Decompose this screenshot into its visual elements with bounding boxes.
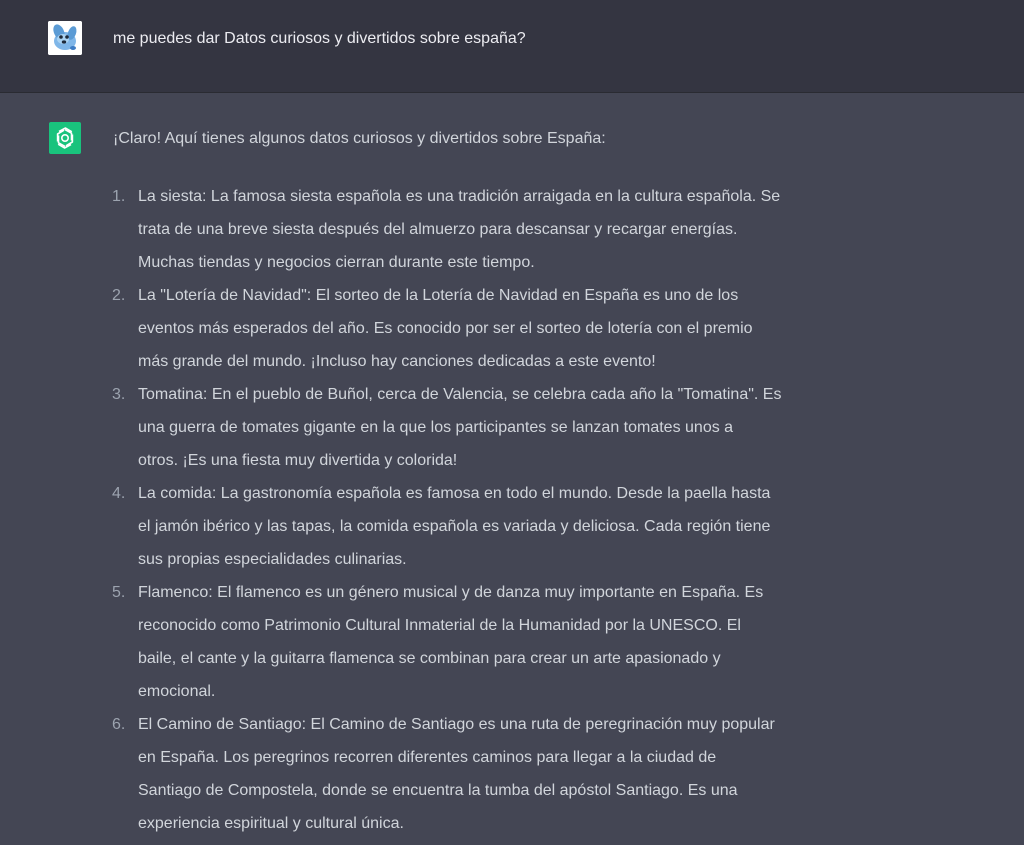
list-item-number: 5. [112,584,126,601]
list-item-text: sus propias especialidades culinarias. [138,551,407,568]
list-item [112,279,902,378]
list-item-text: una guerra de tomates gigante en la que los participantes se lanzan tomates unos a [138,419,734,436]
assistant-intro-text: ¡Claro! Aquí tienes algunos datos curiosos y divertidos sobre España: [113,130,606,147]
list-item-text: La comida: La gastronomía española es famosa en todo el mundo. Desde la paella hasta [138,485,771,502]
list-item-text: Flamenco: El flamenco es un género musical y de danza muy importante en España. Es [138,584,764,601]
list-item-text: el jamón ibérico y las tapas, la comida española es variada y deliciosa. Cada región tiene [138,518,771,535]
facts-list [112,180,902,840]
list-item-text: en España. Los peregrinos recorren diferentes caminos para llegar a la ciudad de [138,749,717,766]
assistant-message-row [0,93,1024,845]
list-item-text: Muchas tiendas y negocios cierran durante este tiempo. [138,254,535,271]
openai-logo-icon [54,127,76,149]
list-item-text: Tomatina: En el pueblo de Buñol, cerca de Valencia, se celebra cada año la "Tomatina". Es [138,386,782,403]
list-item-number: 3. [112,386,126,403]
assistant-avatar [49,122,81,154]
list-item-text: baile, el cante y la guitarra flamenca se combinan para crear un arte apasionado y [138,650,721,667]
list-item-text: La siesta: La famosa siesta española es una tradición arraigada en la cultura española. Se [138,188,781,205]
list-item-text: Santiago de Compostela, donde se encuentra la tumba del apóstol Santiago. Es una [138,782,738,799]
list-item-text: eventos más esperados del año. Es conocido por ser el sorteo de lotería con el premio [138,320,753,337]
list-item-text: El Camino de Santiago: El Camino de Santiago es una ruta de peregrinación muy popular [138,716,775,733]
user-message-row [0,0,1024,93]
list-item-number: 2. [112,287,126,304]
user-avatar [48,21,82,55]
list-item-text: experiencia espiritual y cultural única. [138,815,404,832]
list-item-text: La "Lotería de Navidad": El sorteo de la Lotería de Navidad en España es uno de los [138,287,739,304]
list-item [112,477,902,576]
list-item-text: más grande del mundo. ¡Incluso hay canciones dedicadas a este evento! [138,353,656,370]
list-item-text: trata de una breve siesta después del almuerzo para descansar y recargar energías. [138,221,738,238]
list-item [112,180,902,279]
list-item-text: otros. ¡Es una fiesta muy divertida y colorida! [138,452,458,469]
list-item-text: emocional. [138,683,216,700]
user-avatar-icon [48,21,82,55]
list-item [112,576,902,708]
list-item-number: 4. [112,485,126,502]
list-item [112,708,902,840]
list-item [112,378,902,477]
list-item-number: 6. [112,716,126,733]
list-item-text: reconocido como Patrimonio Cultural Inmaterial de la Humanidad por la UNESCO. El [138,617,741,634]
user-message-text: me puedes dar Datos curiosos y divertidos sobre españa? [113,30,526,47]
list-item-number: 1. [112,188,126,205]
